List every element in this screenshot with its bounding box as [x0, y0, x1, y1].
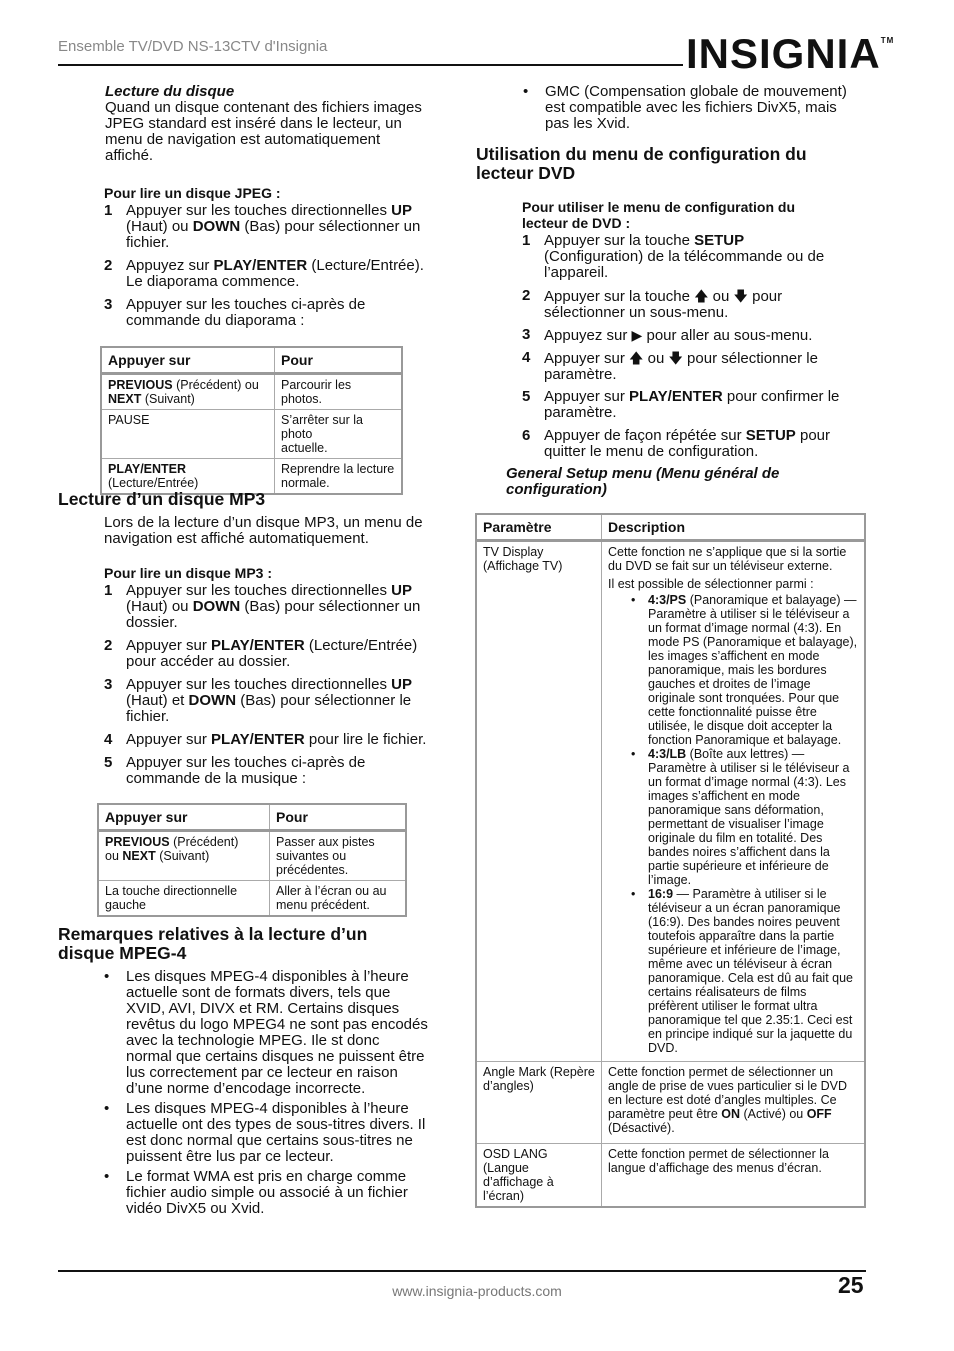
bullet-text: Les disques MPEG-4 disponibles à l’heure actuelle sont de formats divers, tels que XVID, AVI, DIVX et RM. Certains disques revêtus du logo MPEG4 ne sont pas encodés avec la technologie MPEG. Ile st donc normal que certains disques ne puissent être lus correctement par ce lecteur en raison d’une norme d’encodage incorrecte.: [126, 968, 428, 1097]
angle-desc: Cette fonction permet de sélectionner un angle de prise de vues particulier si le DVD en lecture est doté d’angles multiples. Ce paramètre peut être ON (Activé) ou OFF (Désactivé).: [602, 1062, 866, 1144]
table-cell: Parcourir les photos.: [275, 374, 403, 410]
lecture-disque-body: Quand un disque contenant des fichiers images JPEG standard est inséré dans le lecteur, un menu de navigation est automatiquement affiché.: [105, 99, 422, 164]
tv-display-intro: Cette fonction ne s’applique que si la sortie du DVD se fait sur un téléviseur externe.: [608, 545, 847, 573]
table-cell: Reprendre la lecture normale.: [275, 459, 403, 495]
mp3-body: Lors de la lecture d’un disque MP3, un menu de navigation est affiché automatiquement.: [104, 514, 423, 547]
step-text: Appuyer sur PLAY/ENTER (Lecture/Entrée) pour accéder au dossier.: [126, 637, 418, 670]
bullet-dot: •: [104, 968, 110, 985]
step-number: 5: [522, 388, 531, 405]
table-cell: Aller à l’écran ou au menu précédent.: [270, 881, 407, 917]
step-text: Appuyer de façon répétée sur SETUP pour quitter le menu de configuration.: [544, 427, 831, 460]
tv-display-desc: [602, 541, 866, 1062]
insignia-logo: [686, 30, 894, 78]
mp3-commands-table: [97, 803, 407, 917]
table-header: Pour: [275, 347, 403, 374]
table-row: [98, 831, 406, 881]
table-cell: La touche directionnelle gauche: [98, 881, 270, 917]
step-text: Appuyer sur la touche SETUP (Configuration) de la télécommande ou de l’appareil.: [544, 232, 825, 281]
step-text: Appuyer sur PLAY/ENTER pour lire le fichier.: [126, 731, 427, 748]
option-item: • 4:3/PS (Panoramique et balayage) — Paramètre à utiliser si le téléviseur a un format d’image normal (4:3). En mode PS (Panoramique et balayage), les images s’affichent en mode panoramique, mais les bordures gauches et droites de l’image originale sont tronquées. Pour que cette fonctionnalité puisse être utilisée, le disque doit accepter la fonction Panoramique et balayage.: [631, 593, 858, 747]
table-row: [98, 881, 406, 917]
mpeg4-heading: Remarques relatives à la lecture d’un disque MPEG-4: [58, 924, 368, 963]
bullet-text: Le format WMA est pris en charge comme fichier audio simple ou associé à un fichier vidéo DivX5 ou Xvid.: [126, 1168, 408, 1217]
table-row: [101, 410, 402, 459]
general-setup-table: [475, 513, 866, 1208]
config-subheading: Pour utiliser le menu de configuration du lecteur de DVD :: [522, 199, 796, 231]
table-header: Pour: [270, 804, 407, 831]
bullet-dot: •: [523, 83, 529, 100]
page-number: 25: [838, 1272, 864, 1298]
logo-tm: TM: [880, 36, 895, 45]
step-text: Appuyer sur les touches directionnelles UP (Haut) ou DOWN (Bas) pour sélectionner un dossier.: [126, 582, 421, 631]
step-text: Appuyer sur les touches ci-après de commande de la musique :: [126, 754, 366, 787]
logo-text: INSIGNIA: [686, 30, 881, 77]
bullet-text: GMC (Compensation globale de mouvement) est compatible avec les fichiers DivX5, mais pas les Xvid.: [545, 83, 847, 132]
document-header-title: Ensemble TV/DVD NS-13CTV d'Insignia: [58, 38, 328, 55]
step-number: 2: [104, 637, 113, 654]
header-rule: [58, 64, 683, 66]
step-number: 1: [104, 582, 113, 599]
step-number: 2: [104, 257, 113, 274]
footer-url: www.insignia-products.com: [392, 1283, 562, 1299]
osd-desc: Cette fonction permet de sélectionner la langue d’affichage des menus d’écran.: [602, 1144, 866, 1208]
step-number: 3: [104, 676, 113, 693]
mp3-heading: Lecture d’un disque MP3: [58, 489, 266, 509]
step-text: Appuyer sur les touches ci-après de commande du diaporama :: [126, 296, 366, 329]
bullet-dot: •: [631, 747, 636, 761]
tv-display-select: Il est possible de sélectionner parmi :: [608, 577, 814, 591]
jpeg-commands-table: [100, 346, 403, 495]
table-cell: PREVIOUS (Précédent) ou NEXT (Suivant): [101, 374, 275, 410]
step-text: Appuyer sur les touches directionnelles UP (Haut) ou DOWN (Bas) pour sélectionner un fichier.: [126, 202, 421, 251]
tv-display-param: TV Display (Affichage TV): [476, 541, 602, 1062]
step-number: 1: [104, 202, 113, 219]
table-header: Appuyer sur: [101, 347, 275, 374]
step-text: Appuyer sur la touche 🡅 ou 🡇 pour sélectionner un sous-menu.: [544, 288, 783, 321]
step-number: 5: [104, 754, 113, 771]
step-number: 4: [522, 349, 531, 366]
step-number: 3: [104, 296, 113, 313]
step-text: Appuyez sur ▶ pour aller au sous-menu.: [544, 327, 813, 344]
osd-param: OSD LANG (Langue d’affichage à l’écran): [476, 1144, 602, 1208]
bullet-text: Les disques MPEG-4 disponibles à l’heure actuelle ont des types de sous-titres divers. Il est donc normal que certains sous-titres ne puissent être lus par ce lecteur.: [126, 1100, 426, 1165]
option-item: • 4:3/LB (Boîte aux lettres) — Paramètre à utiliser si le téléviseur a un format d’image normal (4:3). Les images s’affichent en mode panoramique sans déformation, permettant de visualiser l’image originale du film en totalité. Des bandes noires s’affichent dans la partie supérieure et inférieure de l’image.: [631, 747, 850, 887]
config-heading: Utilisation du menu de configuration du lecteur DVD: [476, 144, 807, 183]
jpeg-subheading: Pour lire un disque JPEG :: [104, 185, 281, 201]
angle-param: Angle Mark (Repère d’angles): [476, 1062, 602, 1144]
param-header: Paramètre: [476, 514, 602, 541]
step-number: 6: [522, 427, 531, 444]
bullet-dot: •: [631, 593, 636, 607]
table-cell: S’arrêter sur la photo actuelle.: [275, 410, 403, 459]
step-text: Appuyer sur les touches directionnelles UP (Haut) et DOWN (Bas) pour sélectionner le fichier.: [126, 676, 412, 725]
option-item: • 16:9 — Paramètre à utiliser si le téléviseur a un écran panoramique (16:9). Des bandes noires peuvent toutefois apparaître dans la partie supérieure et inférieure de l’image, même avec un téléviseur à écran panoramique. Cela est dû au fait que certains réalisateurs de films préfèrent utiliser le format ultra panoramique tel que 2.35:1. Ceci est en principe indiqué sur la jaquette du DVD.: [631, 887, 853, 1055]
tv-display-options: [608, 593, 858, 1055]
step-text: Appuyez sur PLAY/ENTER (Lecture/Entrée). Le diaporama commence.: [126, 257, 424, 290]
table-cell: PLAY/ENTER (Lecture/Entrée): [101, 459, 275, 495]
table-header: Appuyer sur: [98, 804, 270, 831]
footer-rule: [58, 1270, 866, 1272]
bullet-dot: •: [104, 1168, 110, 1185]
table-cell: PAUSE: [101, 410, 275, 459]
step-number: 4: [104, 731, 113, 748]
step-text: Appuyer sur 🡅 ou 🡇 pour sélectionner le paramètre.: [544, 350, 818, 383]
bullet-dot: •: [631, 887, 636, 901]
lecture-disque-heading: Lecture du disque: [105, 83, 235, 100]
table-cell: PREVIOUS (Précédent) ou NEXT (Suivant): [98, 831, 270, 881]
step-number: 1: [522, 232, 531, 249]
bullet-dot: •: [104, 1100, 110, 1117]
step-number: 3: [522, 326, 531, 343]
table-row: [101, 374, 402, 410]
general-setup-heading: General Setup menu (Menu général de configuration): [506, 465, 780, 498]
step-number: 2: [522, 287, 531, 304]
lecture-disque-section: [105, 84, 422, 164]
step-text: Appuyer sur PLAY/ENTER pour confirmer le paramètre.: [544, 388, 840, 421]
table-cell: Passer aux pistes suivantes ou précédentes.: [270, 831, 407, 881]
description-header: Description: [602, 514, 866, 541]
mp3-subheading: Pour lire un disque MP3 :: [104, 565, 273, 581]
